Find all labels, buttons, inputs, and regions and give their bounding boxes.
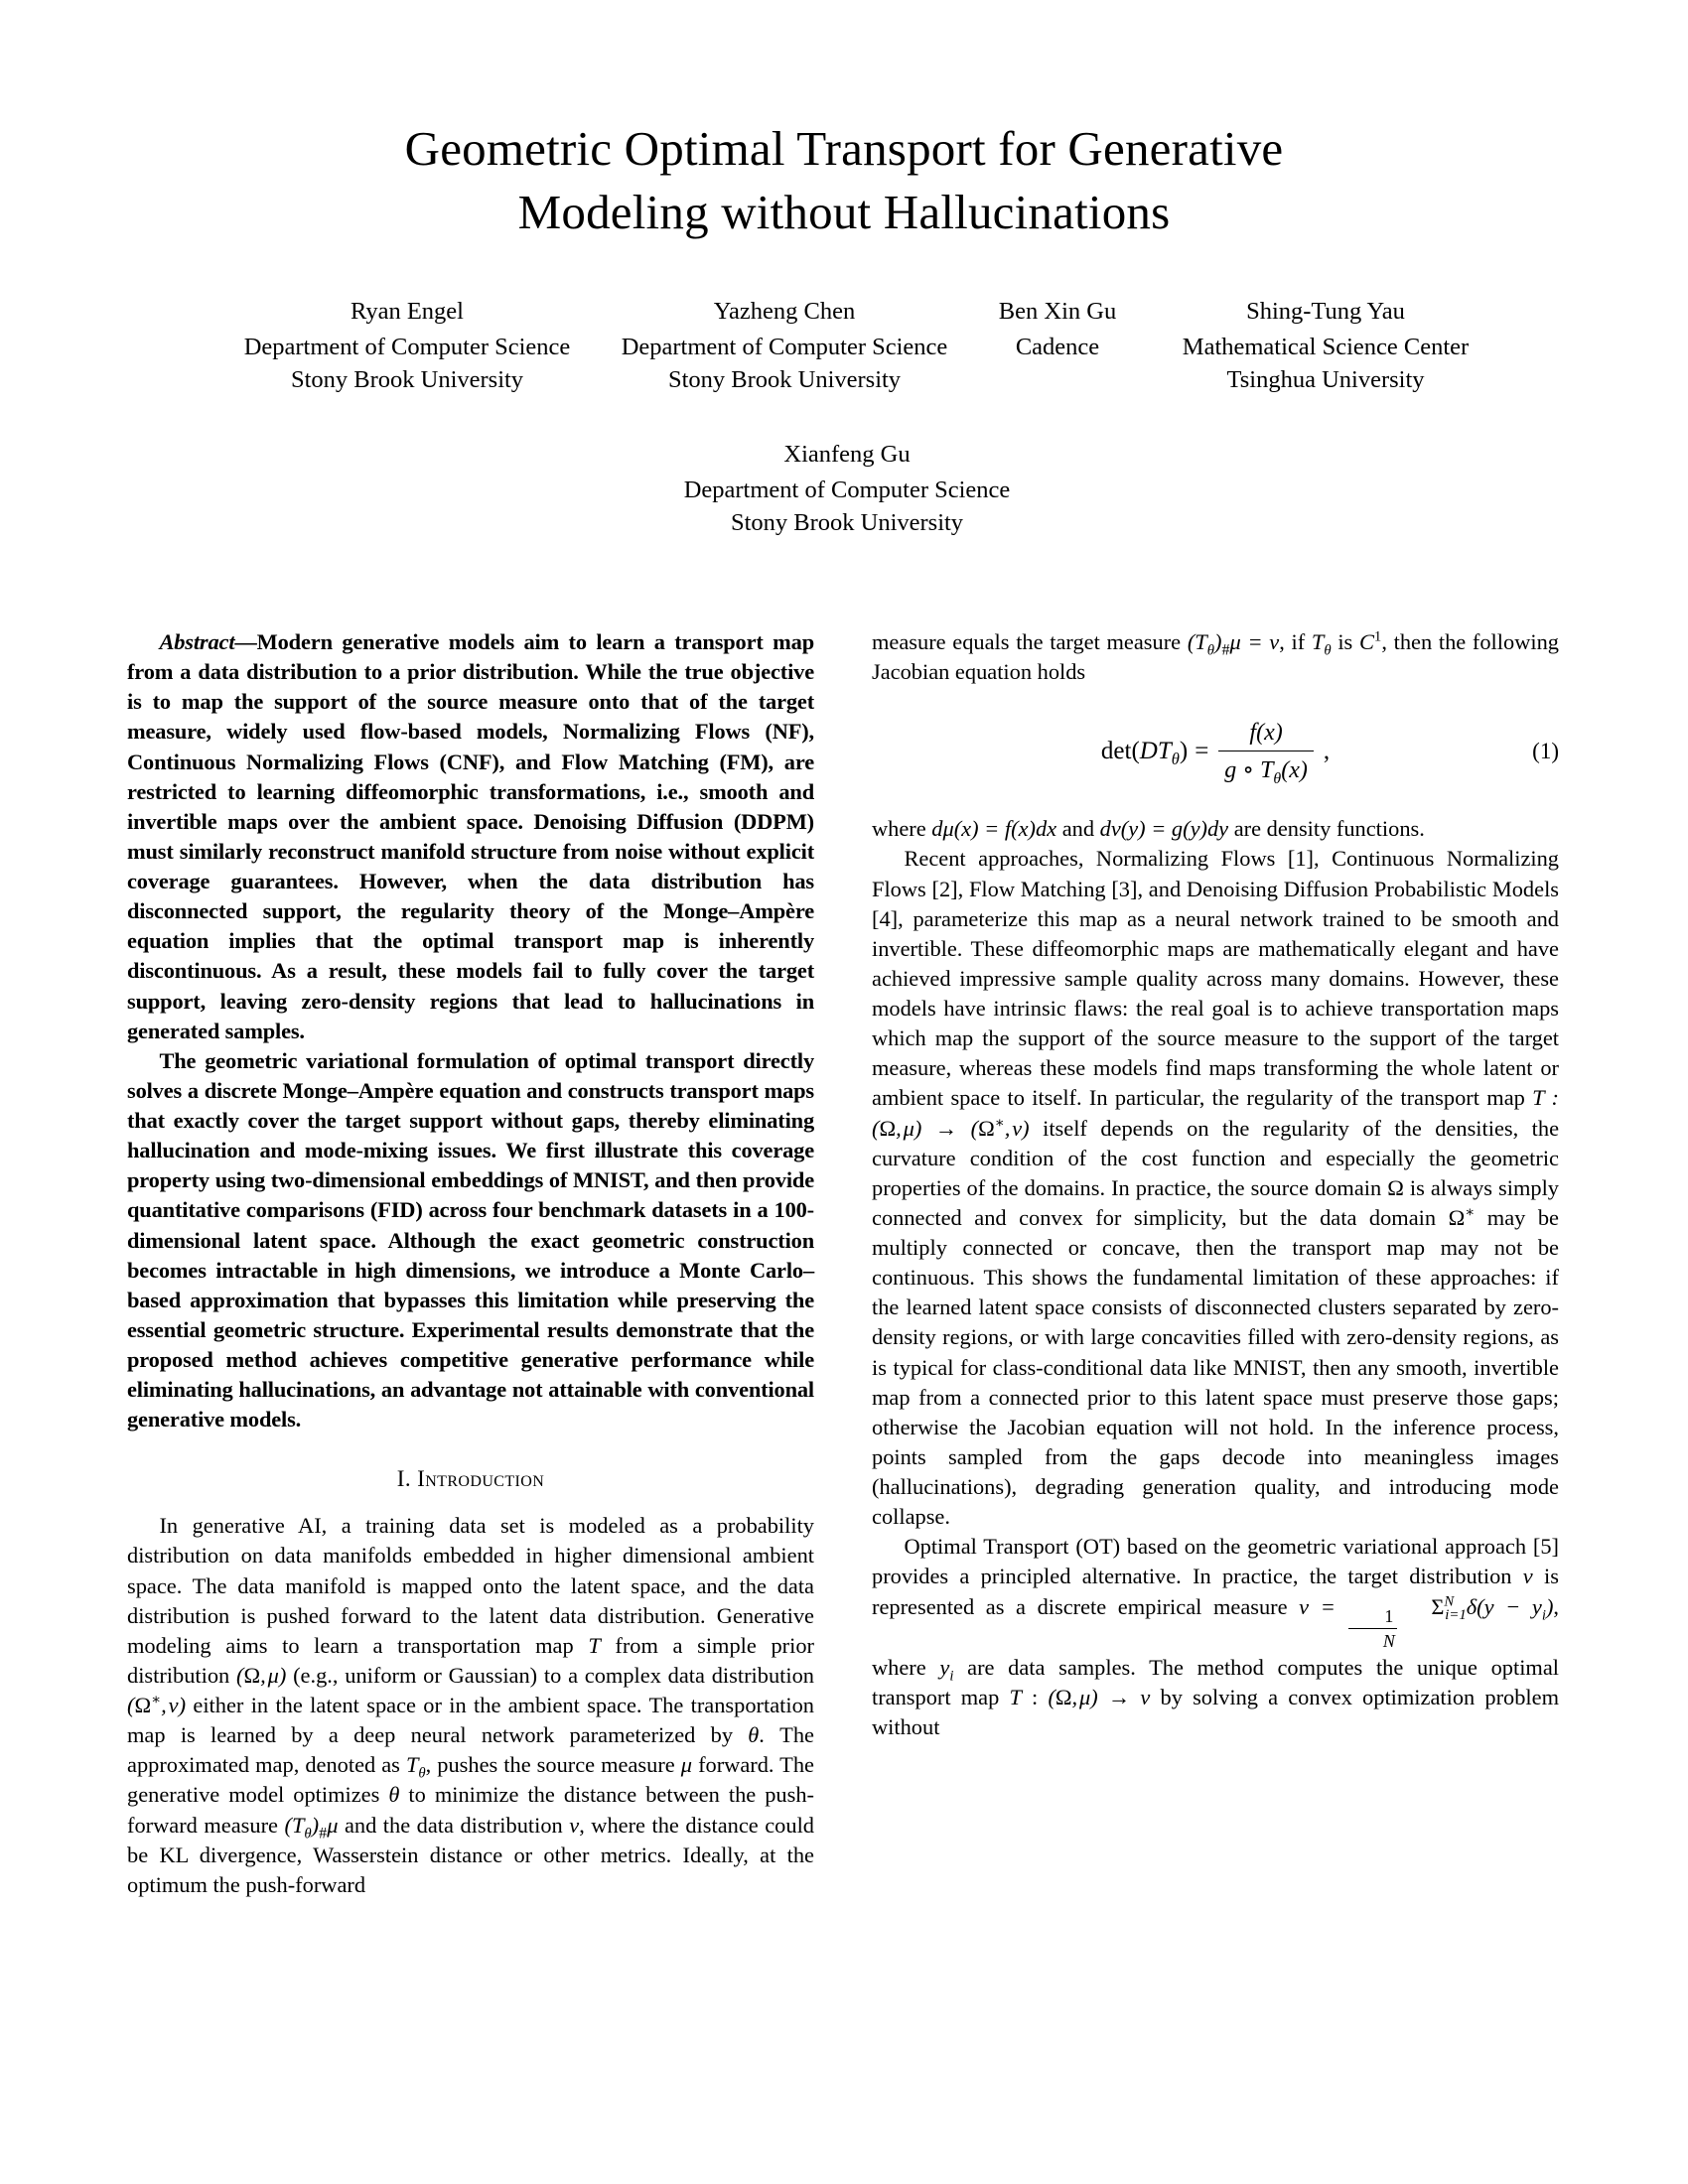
math-nu: ν xyxy=(569,1812,580,1838)
equation-1-numerator: f(x) xyxy=(1249,719,1283,746)
abstract-text-1: Modern generative models aim to learn a transport map from a data distribution to a prior distribution. While the true objective is to map the support of the source measure onto that of the target measure, widely used flow-based models, Normalizing Flows (NF), Continuous Normalizing Flows (CNF), and Flow Matching (FM), are restricted to learning diffeomorphic transformations, i.e., smooth and invertible maps over the ambient space. Denoising Diffusion (DDPM) must similarly reconstruct manifold structure from noise without explicit coverage guarantees. However, when the data distribution has disconnected support, the regularity theory of the Monge–Ampère equation implies that the optimal transport map is inherently discontinuous. As a result, these models fail to fully cover the target support, leaving zero-density regions that lead to hallucinations in generated samples. xyxy=(127,629,814,1043)
math-omega: Ω xyxy=(1387,1174,1404,1200)
section-number: I. xyxy=(396,1466,412,1492)
math-omega-star: Ω∗ xyxy=(1448,1204,1476,1230)
right-paragraph-4 xyxy=(872,1532,1559,1742)
right-text-d: , then the following Jacobian equation holds xyxy=(872,629,1559,685)
author-affiliation: Department of Computer Science xyxy=(243,333,571,360)
intro-text-b: from a simple prior distribution xyxy=(127,1632,814,1688)
right-text-p3b: itself depends on the regularity of the densities, the curvature condition of the cost function and especially the geometric properties of the domains. In practice, the source domain xyxy=(872,1115,1560,1200)
right-text-p4f: by solving a convex optimization problem without xyxy=(872,1684,1559,1739)
right-paragraph-2 xyxy=(872,814,1559,844)
author-name: Yazheng Chen xyxy=(713,298,856,326)
math-pushforward: $(T_\theta)_{\#}\mu$ xyxy=(284,1812,339,1843)
intro-text-d: either in the latent space or in the ambient space. The transportation map is learned by a deep neural network parameterized by xyxy=(127,1693,814,1748)
math-dnu: dν(y) = g(y)dy xyxy=(1099,816,1229,842)
equation-1-body xyxy=(1101,717,1330,787)
right-text-p3c: is always simply connected and convex for simplicity, but the data domain xyxy=(872,1174,1559,1230)
math-yi: $y_i$ xyxy=(939,1654,954,1685)
right-text-b: , if xyxy=(1279,629,1312,654)
right-text-density: are density functions. xyxy=(1228,816,1425,842)
right-text-p4a: Optimal Transport (OT) based on the geometric variational approach [5] provides a principled alternative. In practice, the target distribution xyxy=(872,1534,1559,1589)
author-affiliation: Stony Brook University xyxy=(730,508,964,536)
math-omega-star-nu: (Ω∗, ν) xyxy=(127,1692,187,1718)
right-text-p4c: , where xyxy=(872,1593,1560,1680)
right-column xyxy=(872,627,1559,1900)
math-C1: $C^1$ xyxy=(1358,628,1382,654)
right-text-where: where xyxy=(872,816,932,842)
math-T-theta-2: $T_\theta$ xyxy=(1311,629,1332,659)
math-theta-2: θ xyxy=(388,1782,400,1808)
intro-text-a: In generative AI, a training data set is modeled as a probability distribution on data manifolds embedded in higher dimensional ambient space. The data manifold is mapped onto the latent space, and the data distribution is pushed forward to the latent data distribution. Generative modeling aims to learn a transportation map xyxy=(127,1513,814,1658)
author-affiliation: Department of Computer Science xyxy=(683,476,1011,503)
author-affiliation: Tsinghua University xyxy=(1226,366,1425,393)
right-text-p4e: : xyxy=(1021,1684,1049,1709)
intro-text-i: and the data distribution xyxy=(338,1812,570,1838)
author-name: Ryan Engel xyxy=(350,298,464,326)
right-text-p4b: is represented as a discrete empirical measure xyxy=(872,1564,1559,1619)
author-row-2 xyxy=(0,438,1688,539)
author-affiliation: Stony Brook University xyxy=(667,366,902,393)
author-block-1 xyxy=(199,295,616,396)
intro-text-c: (e.g., uniform or Gaussian) to a complex data distribution xyxy=(286,1662,814,1688)
math-T-2: T xyxy=(1009,1684,1022,1709)
section-title: Introduction xyxy=(417,1466,545,1492)
intro-text-h: to minimize the distance between the push-forward measure xyxy=(127,1782,814,1838)
author-name: Ben Xin Gu xyxy=(998,298,1117,326)
math-T: T xyxy=(588,1632,601,1658)
intro-text-g: forward. The generative model optimizes xyxy=(127,1752,814,1808)
right-text-a: measure equals the target measure xyxy=(872,629,1188,654)
math-mu: μ xyxy=(680,1752,693,1778)
section-heading-introduction xyxy=(127,1464,814,1495)
author-affiliation: Stony Brook University xyxy=(290,366,524,393)
intro-text-e: . The approximated map, denoted as xyxy=(127,1722,814,1778)
intro-paragraph-1 xyxy=(127,1511,814,1900)
title-line-1: Geometric Optimal Transport for Generative xyxy=(404,121,1284,176)
abstract-paragraph-1 xyxy=(127,627,814,1046)
intro-text-j: , where the distance could be KL divergence, Wasserstein distance or other metrics. Ideally, at the optimum the push-forward xyxy=(127,1812,814,1897)
right-text-and: and xyxy=(1056,816,1100,842)
title-line-2: Modeling without Hallucinations xyxy=(517,184,1171,239)
math-omega-mu: (Ω, μ) xyxy=(236,1662,287,1688)
math-pushforward-eq: $(T_\theta)_{\#}\mu = \nu$ xyxy=(1187,629,1280,659)
title-block xyxy=(0,0,1688,243)
math-theta: θ xyxy=(748,1722,760,1748)
page-title xyxy=(248,117,1440,243)
equation-1 xyxy=(872,713,1559,790)
equation-1-comma: , xyxy=(1323,738,1331,765)
abstract-label: Abstract xyxy=(159,629,235,654)
left-column xyxy=(127,627,814,1900)
author-name: Shing-Tung Yau xyxy=(1246,298,1405,326)
right-text-p3a: Recent approaches, Normalizing Flows [1], Continuous Normalizing Flows [2], Flow Matching [3], and Denoising Diffusion Probabilistic Models [4], parameterize this map as a neural network trained to be smooth and invertible. These diffeomorphic maps are mathematically elegant and have achieved impressive sample quality across many domains. However, these models have intrinsic flaws: the real goal is to achieve transportation maps which map the support of the source measure to the support of the target measure, whereas these models find maps transforming the whole latent or ambient space to itself. In particular, the regularity of the transport map xyxy=(872,846,1559,1111)
equation-1-equals: = xyxy=(1195,738,1209,765)
right-text-c: is xyxy=(1331,629,1359,654)
math-T-theta: $T_\theta$ xyxy=(405,1752,426,1782)
abstract-paragraph-2: The geometric variational formulation of optimal transport directly solves a discrete Monge–Ampère equation and constructs transport maps that exactly cover the target support without gaps, thereby eliminating hallucination and mode-mixing issues. We first illustrate this coverage property using two-dimensional embeddings of MNIST, and then provide quantitative comparisons (FID) across four benchmark datasets in a 100-dimensional latent space. Although the exact geometric construction becomes intractable in high dimensions, we introduce a Monte Carlo–based approximation that bypasses this limitation while preserving the essential geometric structure. Experimental results demonstrate that the proposed method achieves competitive generative performance while eliminating hallucinations, an advantage not attainable with conventional generative models. xyxy=(127,1047,814,1433)
right-text-p4d: are data samples. The method computes the unique optimal transport map xyxy=(872,1654,1560,1709)
author-row-1 xyxy=(0,295,1688,396)
author-affiliation: Department of Computer Science xyxy=(621,333,948,360)
math-one-over-N: $\frac{1}{N}$ xyxy=(1348,1604,1396,1653)
math-map-to-nu: (Ω, μ) → ν xyxy=(1048,1684,1151,1709)
author-block-2 xyxy=(616,295,953,396)
author-affiliation: Mathematical Science Center xyxy=(1182,333,1470,360)
abstract-dash: — xyxy=(234,629,257,654)
math-empirical-measure: ν = $\frac{1}{N}$ $\Sigma^N_{i=1}\delta(y - y_i)$ xyxy=(1299,1594,1553,1619)
author-affiliation: Cadence xyxy=(1015,333,1100,360)
author-block-5 xyxy=(638,438,1055,539)
right-text-p3d: may be multiply connected or concave, then the transport map may not be continuous. This shows the fundamental limitation of these approaches: if the learned latent space consists of disconnected clusters separated by zero-density regions, or with large concavities filled with zero-density regions, as is typical for class-conditional data like MNIST, then any smooth, invertible map from a connected prior to this latent space must preserve those gaps; otherwise the Jacobian equation will not hold. In the inference process, points sampled from the gaps decode into meaningless images (hallucinations), degrading generation quality, and introducing mode collapse. xyxy=(872,1204,1559,1530)
right-paragraph-1 xyxy=(872,627,1559,687)
right-paragraph-3 xyxy=(872,844,1559,1532)
abstract-block xyxy=(127,627,814,1434)
math-transport-map: T : (Ω, μ) → (Ω∗, ν) xyxy=(872,1085,1559,1141)
author-block-3 xyxy=(953,295,1162,363)
equation-1-number: (1) xyxy=(1532,738,1559,763)
author-name: Xianfeng Gu xyxy=(783,441,911,469)
intro-text-f: , pushes the source measure xyxy=(425,1752,681,1778)
equation-1-lhs: $\det(DT_\theta)$ xyxy=(1100,738,1189,769)
author-block-4 xyxy=(1162,295,1489,396)
math-dmu: dμ(x) = f(x)dx xyxy=(931,816,1057,842)
body-columns xyxy=(127,627,1559,1900)
equation-1-denominator: g ∘ $T_\theta(x)$ xyxy=(1218,751,1314,786)
equation-1-fraction xyxy=(1218,717,1314,787)
math-nu-2: ν xyxy=(1522,1564,1533,1589)
